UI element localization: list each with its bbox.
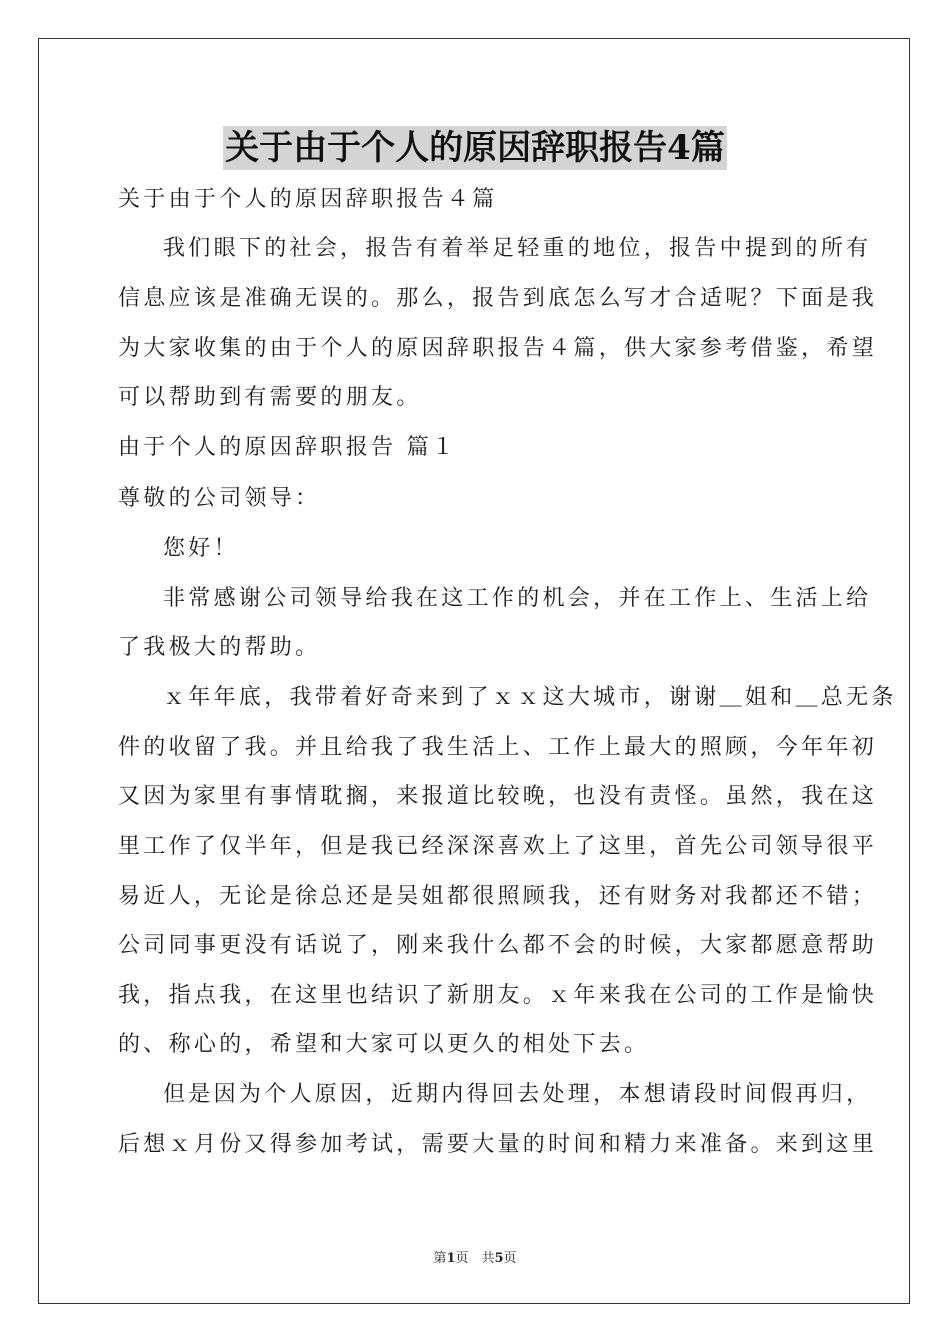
greeting: 您好！: [163, 536, 239, 561]
section-heading: 由于个人的原因辞职报告 篇１: [118, 435, 458, 460]
intro-line: 信息应该是准确无误的。那么，报告到底怎么写才合适呢？下面是我: [118, 286, 878, 311]
footer-page-total: 5: [494, 1251, 504, 1266]
footer-page-number: 1: [446, 1251, 456, 1266]
paragraph-line: 非常感谢公司领导给我在这工作的机会，并在工作上、生活上给: [163, 586, 872, 611]
paragraph-line: 又因为家里有事情耽搁，来报道比较晚，也没有责怪。虽然，我在这: [118, 784, 878, 809]
document-title: 关于由于个人的原因辞职报告4篇: [225, 128, 725, 168]
footer-suffix: 页: [503, 1251, 517, 1266]
paragraph-line: 里工作了仅半年，但是我已经深深喜欢上了这里，首先公司领导很平: [118, 834, 878, 859]
footer-prefix: 第: [433, 1251, 447, 1266]
intro-line: 可以帮助到有需要的朋友。: [118, 385, 422, 410]
paragraph-line: 易近人，无论是徐总还是吴姐都很照顾我，还有财务对我都还不错；: [118, 884, 878, 909]
paragraph-line: 但是因为个人原因，近期内得回去处理，本想请段时间假再归，: [163, 1082, 872, 1107]
footer-mid: 页 共: [455, 1251, 495, 1266]
paragraph-line: 件的收留了我。并且给我了我生活上、工作上最大的照顾，今年年初: [118, 735, 878, 760]
paragraph-line: 的、称心的，希望和大家可以更久的相处下去。: [118, 1032, 650, 1057]
paragraph-line: 公司同事更没有话说了，刚来我什么都不会的时候，大家都愿意帮助: [118, 933, 878, 958]
paragraph-line: ｘ年年底，我带着好奇来到了ｘｘ这大城市，谢谢＿姐和＿总无条: [163, 685, 897, 710]
paragraph-line: 我，指点我，在这里也结识了新朋友。ｘ年来我在公司的工作是愉快: [118, 983, 878, 1008]
page-footer: [0, 1247, 950, 1266]
intro-line: 我们眼下的社会，报告有着举足轻重的地位，报告中提到的所有: [163, 236, 872, 261]
intro-line: 为大家收集的由于个人的原因辞职报告４篇，供大家参考借鉴，希望: [118, 336, 878, 361]
paragraph-line: 后想ｘ月份又得参加考试，需要大量的时间和精力来准备。来到这里: [118, 1132, 878, 1157]
document-subtitle: 关于由于个人的原因辞职报告４篇: [118, 187, 498, 212]
page-border: [38, 38, 910, 1304]
paragraph-line: 了我极大的帮助。: [118, 635, 321, 660]
title-wrap: [0, 126, 950, 170]
salutation: 尊敬的公司领导：: [118, 486, 321, 511]
